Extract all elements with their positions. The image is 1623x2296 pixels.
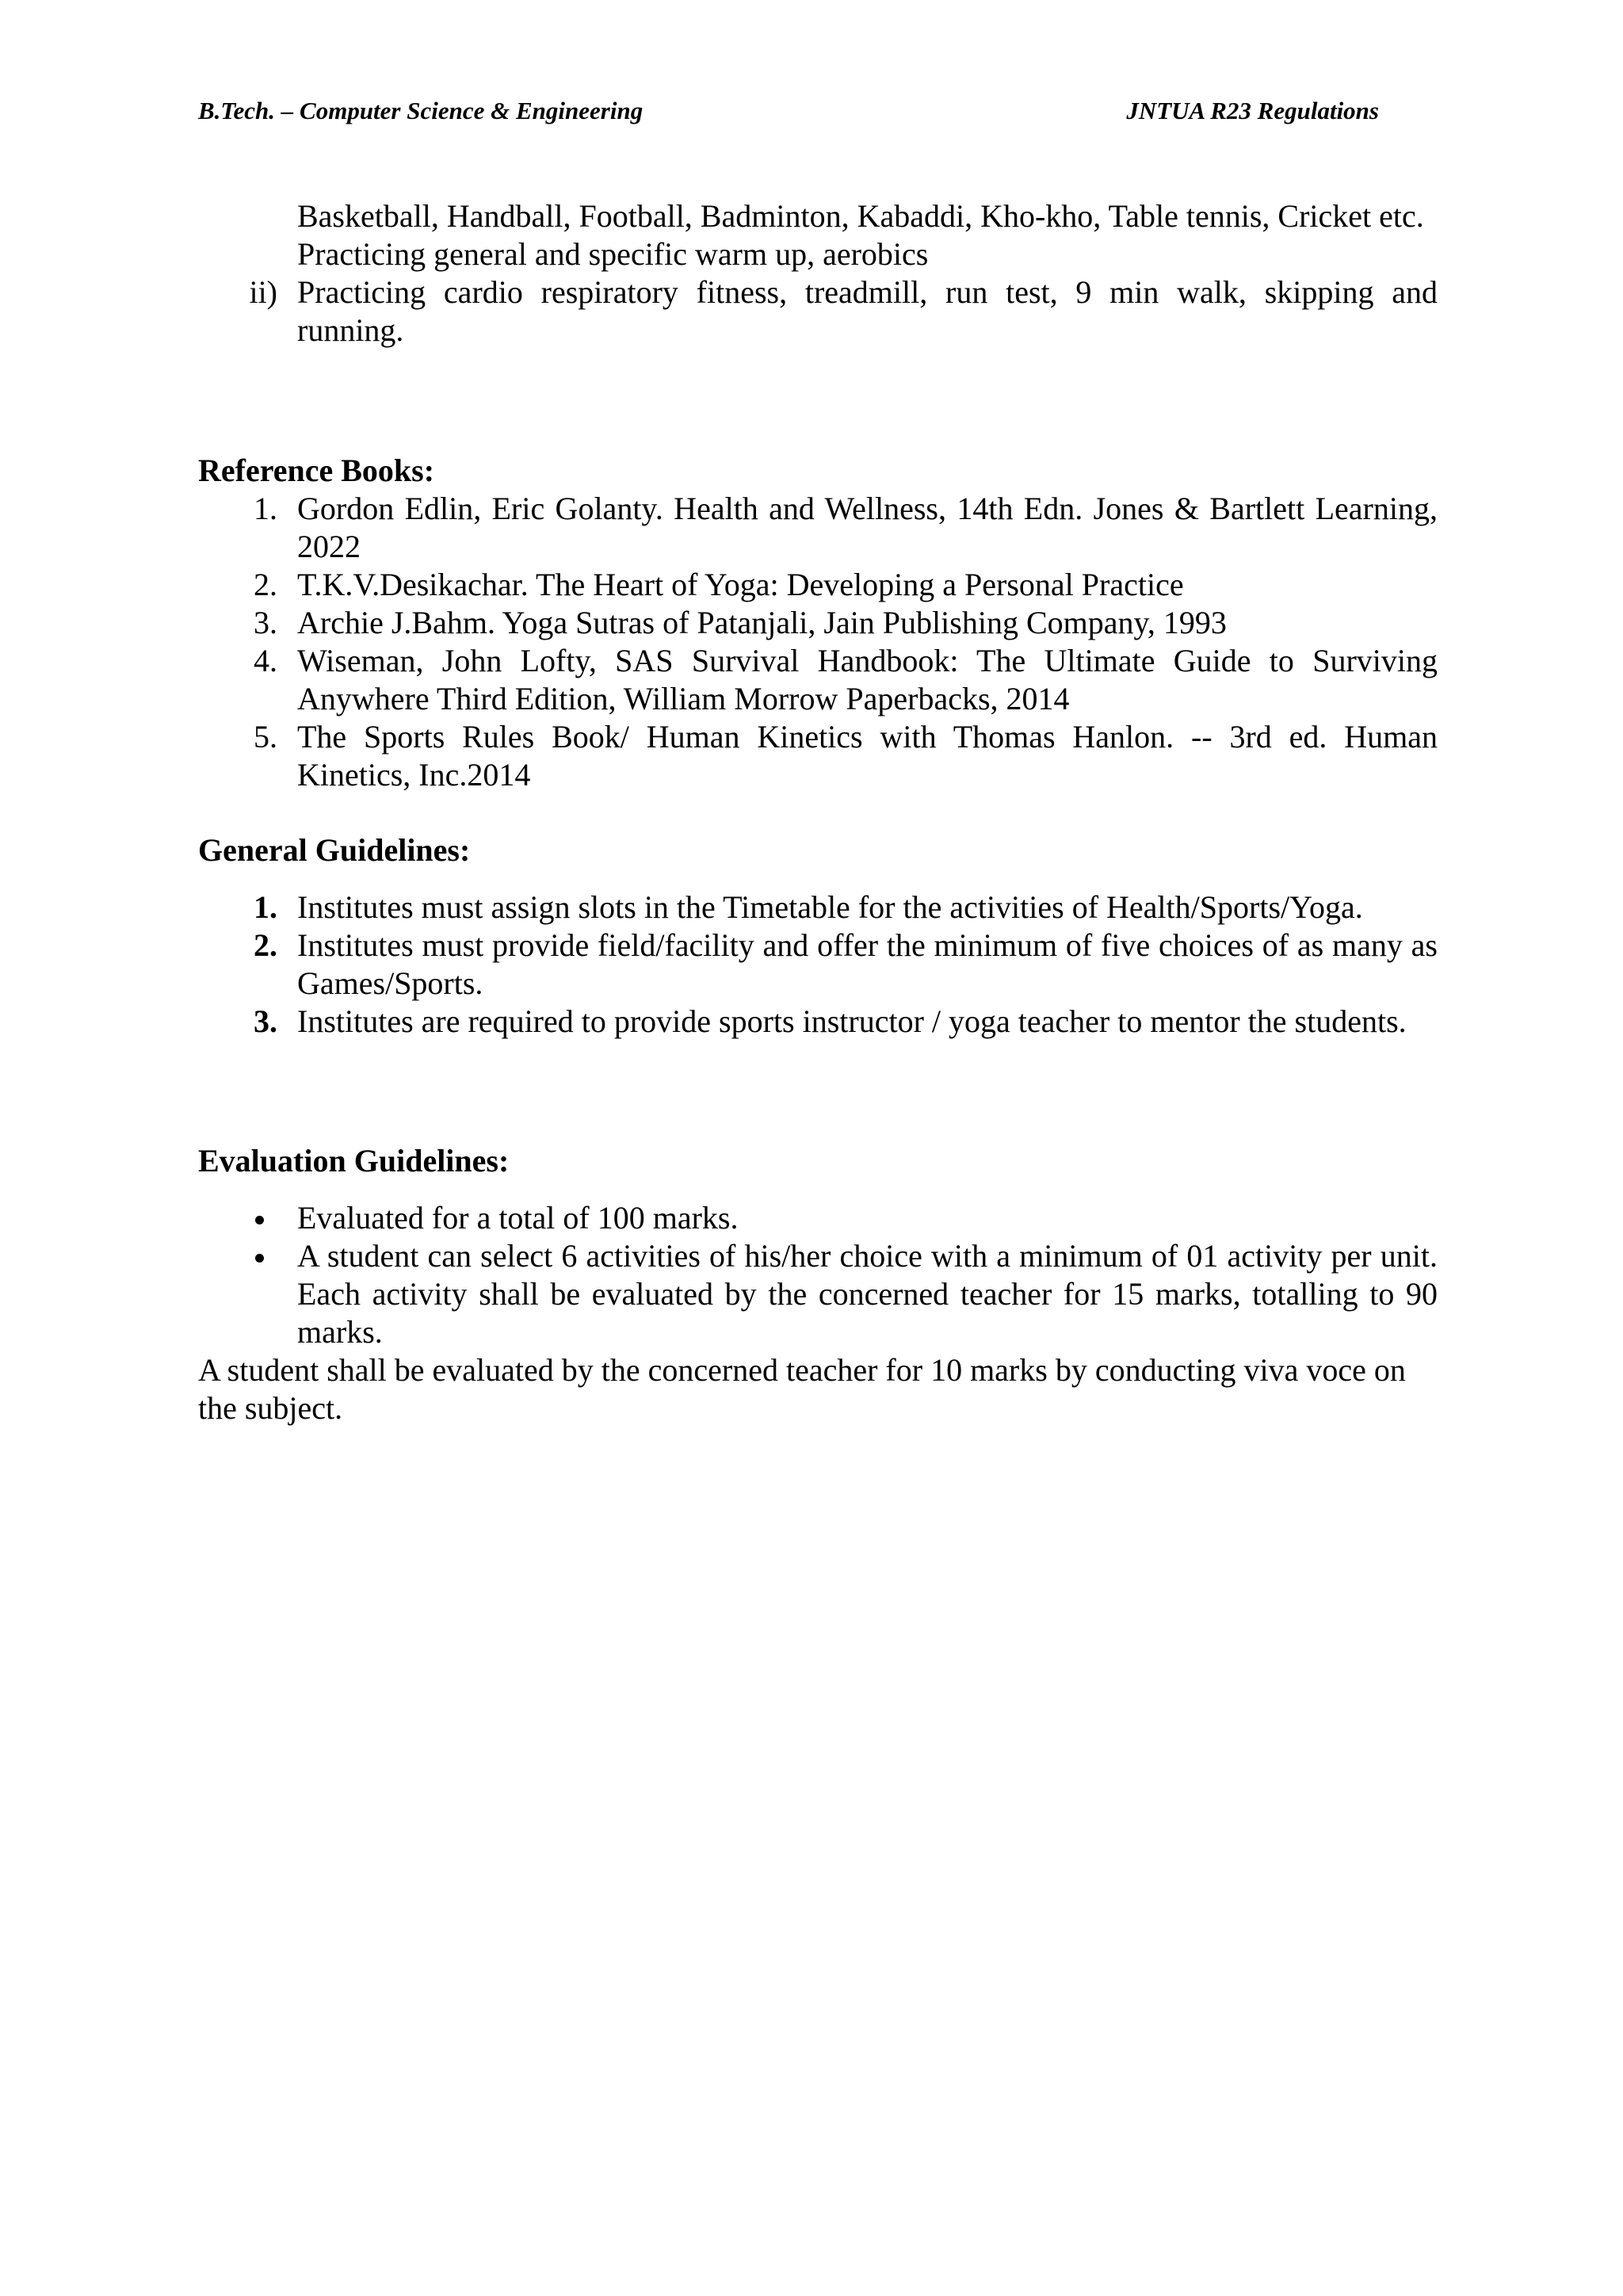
guideline-number: 1. — [254, 889, 277, 925]
reference-text: T.K.V.Desikachar. The Heart of Yoga: Developing a Personal Practice — [297, 567, 1184, 602]
reference-item — [198, 642, 1438, 718]
activities-section — [198, 197, 1438, 350]
bullet-icon — [255, 1254, 264, 1263]
reference-item — [198, 718, 1438, 794]
reference-text: Gordon Edlin, Eric Golanty. Health and Wellness, 14th Edn. Jones & Bartlett Learning, 2022 — [297, 491, 1438, 564]
warmup-text: Practicing general and specific warm up, aerobics — [297, 236, 929, 272]
evaluation-item — [198, 1237, 1438, 1351]
reference-text: Wiseman, John Lofty, SAS Survival Handbook: The Ultimate Guide to Surviving Anywhere Third Edition, William Morrow Paperbacks, 2014 — [297, 643, 1438, 716]
guideline-text: Institutes must provide field/facility and offer the minimum of five choices of as many as Games/Sports. — [297, 927, 1438, 1001]
guideline-item — [198, 1003, 1438, 1041]
guideline-number: 3. — [254, 1003, 277, 1039]
guideline-text: Institutes must assign slots in the Timetable for the activities of Health/Sports/Yoga. — [297, 889, 1363, 925]
guideline-text: Institutes are required to provide sports instructor / yoga teacher to mentor the students. — [297, 1003, 1407, 1039]
games-line — [198, 197, 1438, 235]
page-header — [198, 97, 1379, 128]
header-regulations: JNTUA R23 Regulations — [1126, 97, 1379, 124]
reference-number: 2. — [254, 567, 277, 602]
guideline-number: 2. — [254, 927, 277, 963]
evaluation-item — [198, 1199, 1438, 1237]
evaluation-closing: A student shall be evaluated by the concerned teacher for 10 marks by conducting viva voce on the subject. — [198, 1352, 1406, 1426]
reference-number: 4. — [254, 643, 277, 678]
general-guidelines-heading: General Guidelines: — [198, 832, 471, 868]
evaluation-guidelines-section — [198, 1142, 1438, 1427]
reference-text: Archie J.Bahm. Yoga Sutras of Patanjali, Jain Publishing Company, 1993 — [297, 605, 1227, 640]
evaluation-guidelines-heading: Evaluation Guidelines: — [198, 1143, 510, 1179]
item-text: Practicing cardio respiratory fitness, treadmill, run test, 9 min walk, skipping and running. — [297, 274, 1438, 348]
reference-number: 3. — [254, 605, 277, 640]
header-program: B.Tech. – Computer Science & Engineering — [198, 97, 643, 124]
evaluation-text: A student can select 6 activities of his/her choice with a minimum of 01 activity per unit. Each activity shall be evaluated by the concerned teacher for 15 marks, totalling to 90 marks. — [297, 1238, 1438, 1350]
reference-number: 5. — [254, 719, 277, 755]
reference-books-heading: Reference Books: — [198, 453, 435, 488]
activity-item-ii — [198, 273, 1438, 350]
reference-number: 1. — [254, 491, 277, 526]
warmup-line — [198, 235, 1438, 273]
reference-item — [198, 566, 1438, 604]
guideline-item — [198, 888, 1438, 926]
general-guidelines-section — [198, 831, 1438, 1041]
reference-text: The Sports Rules Book/ Human Kinetics with Thomas Hanlon. -- 3rd ed. Human Kinetics, Inc.2014 — [297, 719, 1438, 793]
guideline-item — [198, 926, 1438, 1003]
reference-item — [198, 604, 1438, 642]
item-marker: ii) — [249, 274, 277, 310]
evaluation-text: Evaluated for a total of 100 marks. — [297, 1200, 739, 1236]
reference-item — [198, 490, 1438, 566]
bullet-icon — [255, 1216, 264, 1224]
games-text: Basketball, Handball, Football, Badminton, Kabaddi, Kho-kho, Table tennis, Cricket etc. — [297, 198, 1424, 234]
reference-books-section — [198, 452, 1438, 794]
